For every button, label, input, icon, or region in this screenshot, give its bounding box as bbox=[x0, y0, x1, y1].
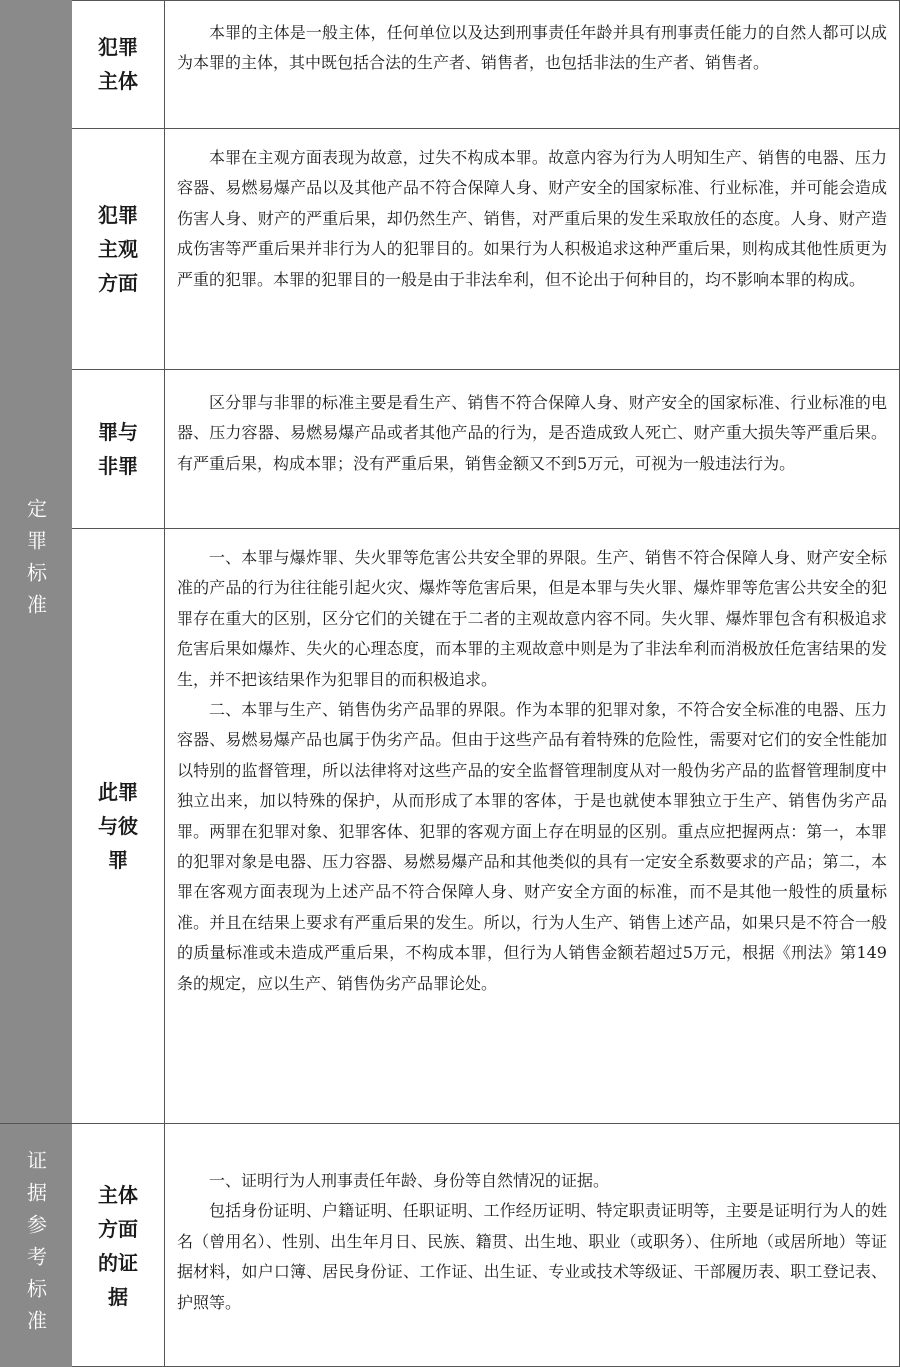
content-this-vs-that-crime bbox=[165, 529, 899, 1123]
label-subjective-aspect: 犯罪主观方面 bbox=[72, 129, 165, 369]
paragraph: 本罪的主体是一般主体，任何单位以及达到刑事责任年龄并具有刑事责任能力的自然人都可以成为本罪的主体，其中既包括合法的生产者、销售者，也包括非法的生产者、销售者。 bbox=[177, 23, 887, 73]
paragraph: 一、证明行为人刑事责任年龄、身份等自然情况的证据。 bbox=[209, 1171, 610, 1190]
paragraph: 一、本罪与爆炸罪、失火罪等危害公共安全罪的界限。生产、销售不符合保障人身、财产安全标准的产品的行为往往能引起火灾、爆炸等危害后果，但是本罪与失火罪、爆炸罪等危害公共安全的犯罪存在重大的区别，区分它们的关键在于二者的主观故意内容不同。失火罪、爆炸罪包含有积极追求危害后果如爆炸、失火的心理态度，而本罪的主观故意中则是为了非法牟利而消极放任危害结果的发生，并不把该结果作为犯罪目的而积极追求。 bbox=[177, 548, 887, 689]
paragraph: 区分罪与非罪的标准主要是看生产、销售不符合保障人身、财产安全的国家标准、行业标准的电器、压力容器、易燃易爆产品或者其他产品的行为，是否造成致人死亡、财产重大损失等严重后果。有严重后果，构成本罪；没有严重后果，销售金额又不到5万元，可视为一般违法行为。 bbox=[177, 393, 887, 473]
paragraph: 二、本罪与生产、销售伪劣产品罪的界限。作为本罪的犯罪对象，不符合安全标准的电器、压力容器、易燃易爆产品也属于伪劣产品。但由于这些产品有着特殊的危险性，需要对它们的安全性能加以特别的监督管理，所以法律将对这些产品的安全监督管理制度从对一般伪劣产品的监督管理制度中独立出来，加以特殊的保护，从而形成了本罪的客体，于是也就使本罪独立于生产、销售伪劣产品罪。两罪在犯罪对象、犯罪客体、犯罪的客观方面上存在明显的区别。重点应把握两点：第一，本罪的犯罪对象是电器、压力容器、易燃易爆产品和其他类似的具有一定安全系数要求的产品；第二，本罪在客观方面表现为上述产品不符合保障人身、财产安全方面的标准，而不是其他一般性的质量标准。并且在结果上要求有严重后果的发生。所以，行为人生产、销售上述产品，如果只是不符合一般的质量标准或未造成严重后果，不构成本罪，但行为人销售金额若超过5万元，根据《刑法》第149条的规定，应以生产、销售伪劣产品罪论处。 bbox=[177, 700, 887, 993]
paragraph: 本罪在主观方面表现为故意，过失不构成本罪。故意内容为行为人明知生产、销售的电器、压力容器、易燃易爆产品以及其他产品不符合保障人身、财产安全的国家标准、行业标准，并可能会造成伤害人身、财产的严重后果，却仍然生产、销售，对严重后果的发生采取放任的态度。人身、财产造成伤害等严重后果并非行为人的犯罪目的。如果行为人积极追求这种严重后果，则构成其他性质更为严重的犯罪。本罪的犯罪目的一般是由于非法牟利，但不论出于何种目的，均不影响本罪的构成。 bbox=[177, 148, 887, 289]
section-evidence-standard: 证据参考标准 bbox=[0, 1124, 72, 1367]
label-subject-evidence: 主体方面的证据 bbox=[72, 1124, 165, 1367]
label-criminal-subject: 犯罪主体 bbox=[72, 0, 165, 128]
content-crime-vs-noncrime bbox=[165, 370, 899, 528]
label-crime-vs-noncrime: 罪与非罪 bbox=[72, 370, 165, 528]
label-this-vs-that-crime: 此罪与彼罪 bbox=[72, 529, 165, 1123]
content-criminal-subject bbox=[165, 0, 899, 128]
section-conviction-standard: 定罪标准 bbox=[0, 0, 72, 1123]
content-subjective-aspect bbox=[165, 129, 899, 369]
content-subject-evidence bbox=[165, 1124, 899, 1367]
paragraph: 包括身份证明、户籍证明、任职证明、工作经历证明、特定职责证明等，主要是证明行为人的姓名（曾用名）、性别、出生年月日、民族、籍贯、出生地、职业（或职务）、住所地（或居所地）等证据材料，如户口簿、居民身份证、工作证、出生证、专业或技术等级证、干部履历表、职工登记表、护照等。 bbox=[177, 1201, 887, 1312]
